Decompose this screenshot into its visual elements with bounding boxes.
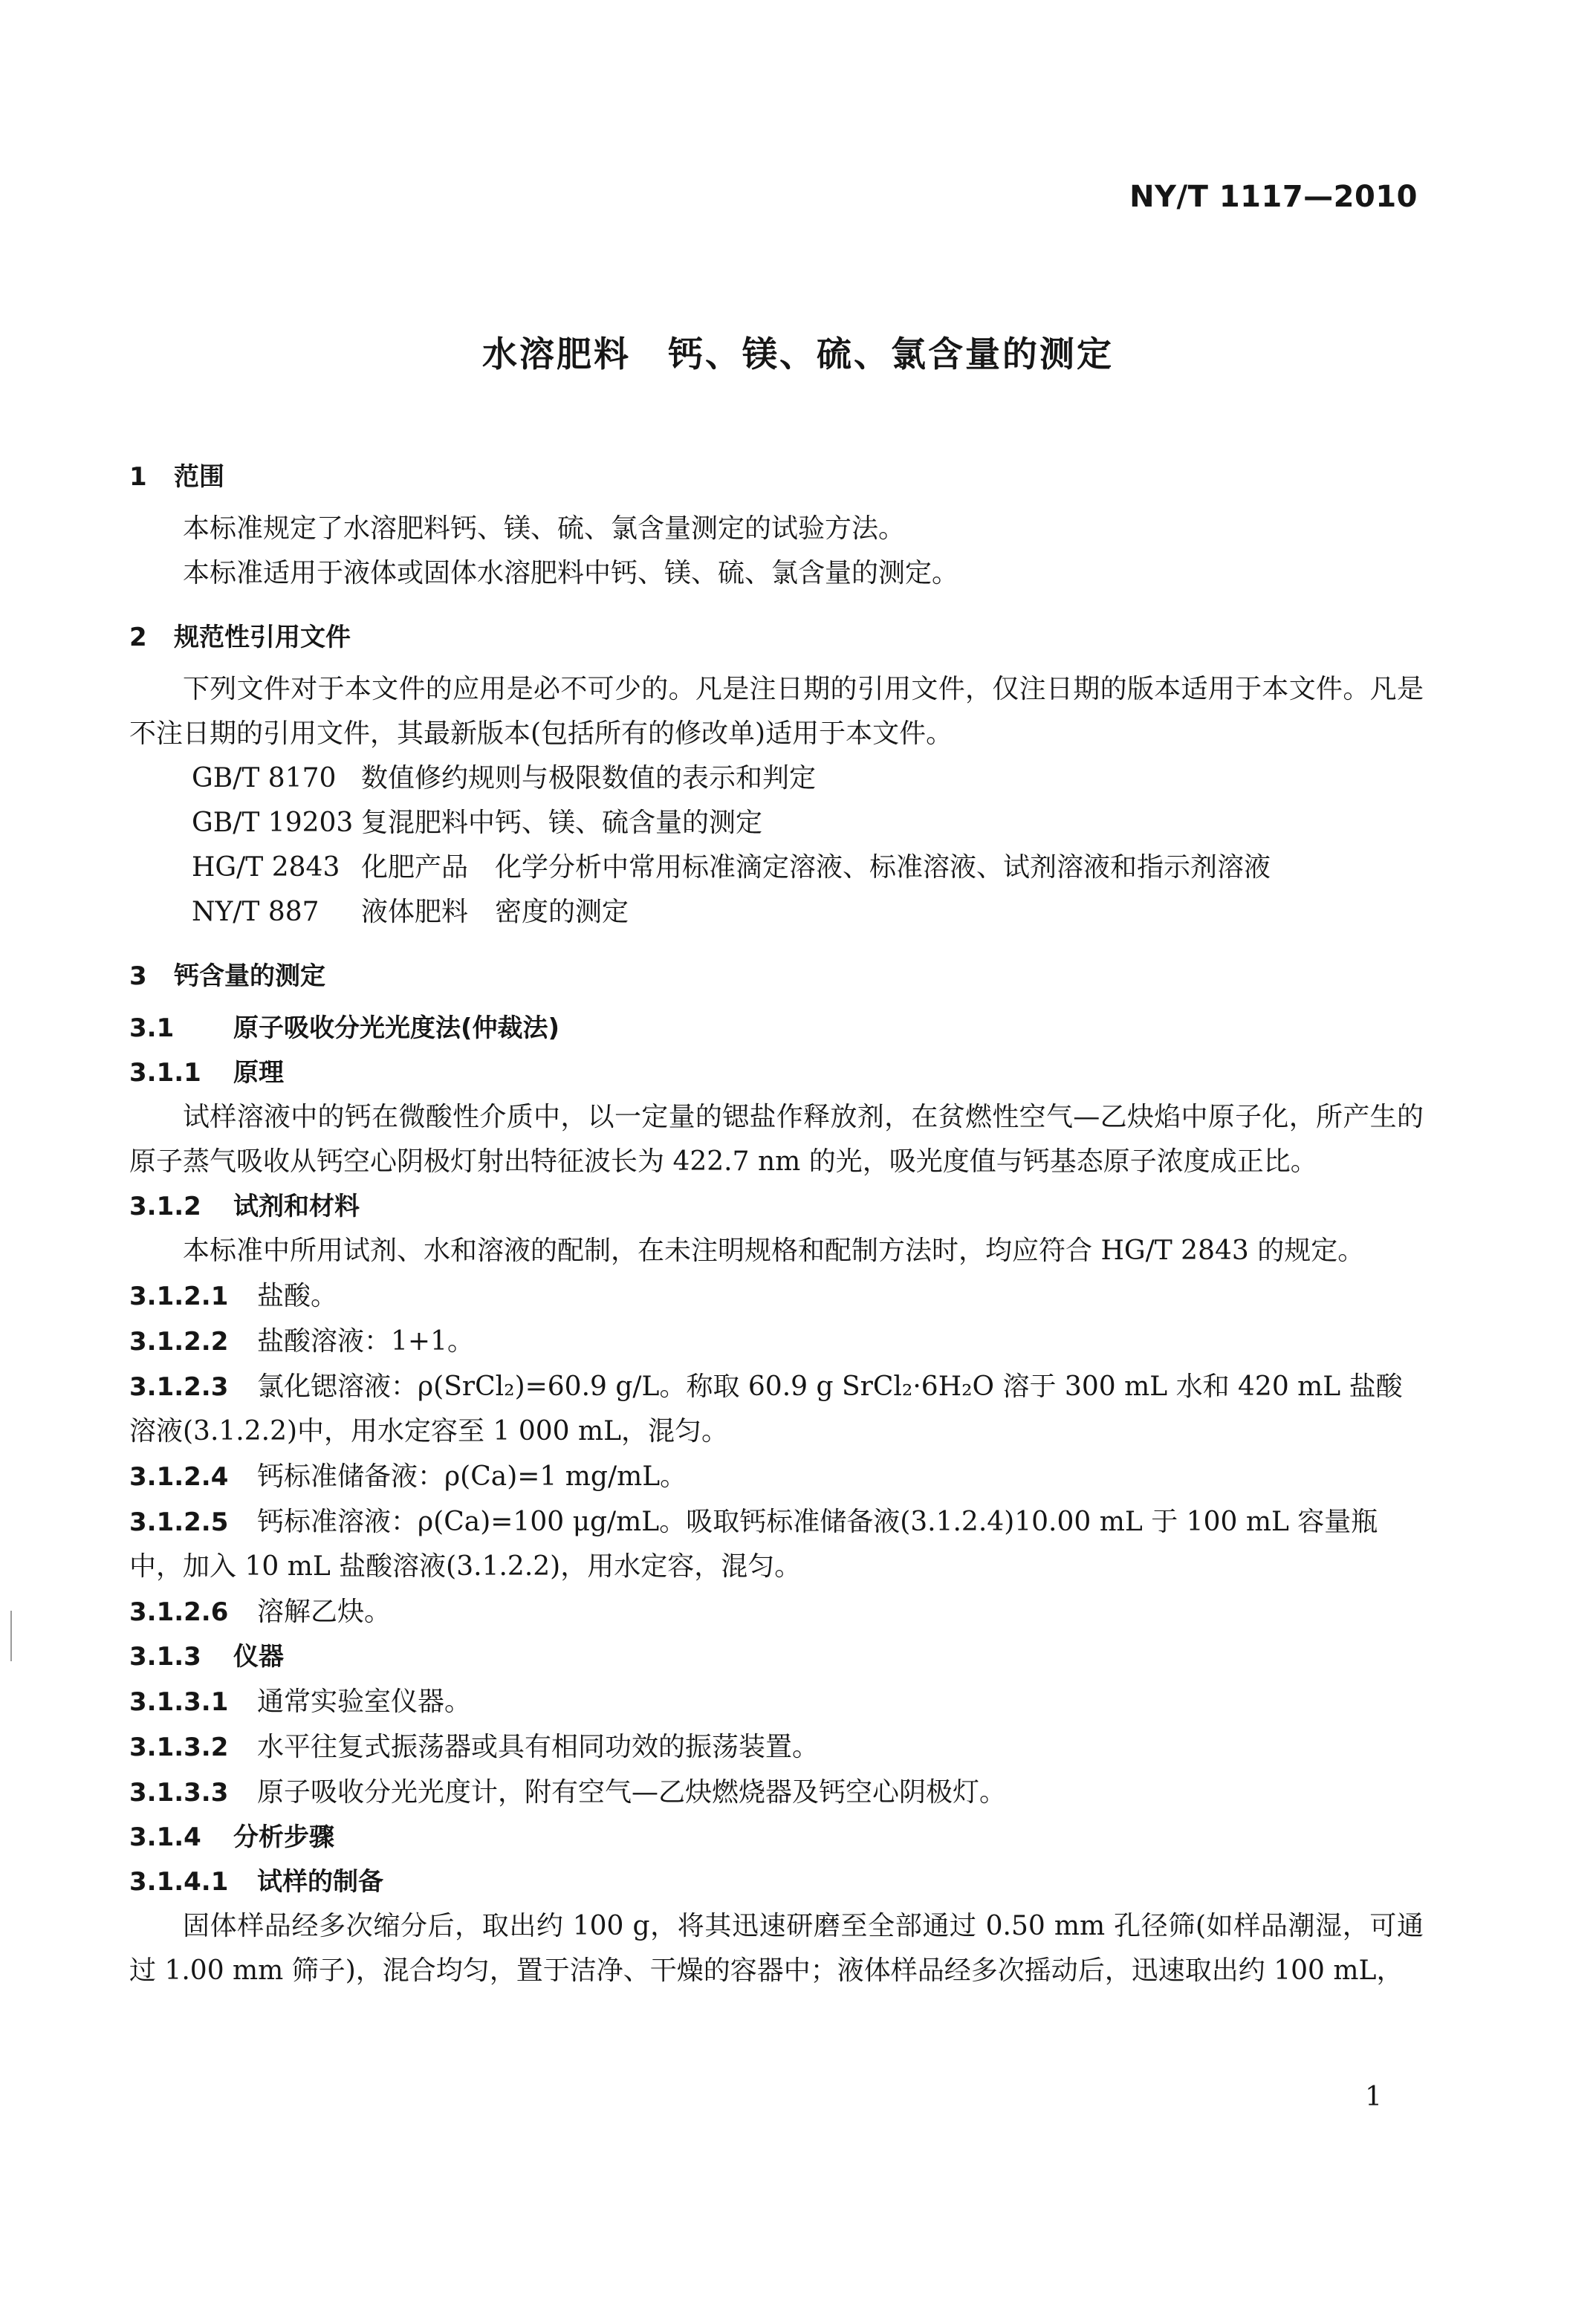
document-body <box>129 455 1424 1993</box>
reagent-item <box>129 1500 1424 1589</box>
subsection-heading <box>129 1184 1424 1229</box>
item-text: 氯化锶溶液：ρ(SrCl₂)=60.9 g/L。称取 60.9 g SrCl₂·6H₂O 溶于 300 mL 水和 420 mL 盐酸溶液(3.1.2.2)中，用水定容至 1 000 mL，混匀。 <box>129 1371 1403 1447</box>
reference-title: 化肥产品 化学分析中常用标准滴定溶液、标准溶液、试剂溶液和指示剂溶液 <box>361 852 1271 883</box>
reference-code: GB/T 19203 <box>192 808 354 838</box>
paragraph: 试样溶液中的钙在微酸性介质中，以一定量的锶盐作释放剂，在贫燃性空气—乙炔焰中原子化，所产生的原子蒸气吸收从钙空心阴极灯射出特征波长为 422.7 nm 的光，吸光度值与钙基态原子浓度成正比。 <box>129 1102 1424 1177</box>
section-number: 3.1.4 <box>129 1822 201 1852</box>
item-number: 3.1.2.2 <box>129 1327 229 1357</box>
section-number: 3.1.2 <box>129 1192 201 1221</box>
section-title: 仪器 <box>233 1642 284 1672</box>
reagent-item <box>129 1590 1424 1634</box>
item-text: 通常实验室仪器。 <box>257 1686 472 1717</box>
reagent-item <box>129 1365 1424 1454</box>
reference-item <box>129 801 1424 845</box>
subsection-heading <box>129 1815 1424 1860</box>
reference-code: NY/T 887 <box>192 897 319 927</box>
item-number: 3.1.3.1 <box>129 1687 229 1717</box>
item-number: 3.1.2.4 <box>129 1462 229 1492</box>
section-number: 3.1.3 <box>129 1642 201 1672</box>
paragraph: 固体样品经多次缩分后，取出约 100 g，将其迅速研磨至全部通过 0.50 mm 孔径筛(如样品潮湿，可通过 1.00 mm 筛子)，混合均匀，置于洁净、干燥的容器中；液体样品经多次摇动后，迅速取出约 100 mL， <box>129 1911 1424 1986</box>
section-title: 原理 <box>233 1058 284 1088</box>
paragraph: 本标准适用于液体或固体水溶肥料中钙、镁、硫、氯含量的测定。 <box>183 558 959 588</box>
instrument-item <box>129 1680 1424 1724</box>
subsection-heading <box>129 1860 1424 1904</box>
item-number: 3.1.2.3 <box>129 1372 229 1402</box>
subsection-heading <box>129 1051 1424 1095</box>
reference-item <box>129 756 1424 801</box>
item-number: 3.1.3.2 <box>129 1733 229 1762</box>
item-number: 3.1.2.6 <box>129 1597 229 1627</box>
instrument-item <box>129 1725 1424 1770</box>
reference-title: 液体肥料 密度的测定 <box>361 897 629 927</box>
reagent-item <box>129 1455 1424 1499</box>
section-title: 规范性引用文件 <box>174 623 351 652</box>
paragraph: 下列文件对于本文件的应用是必不可少的。凡是注日期的引用文件，仅注日期的版本适用于本文件。凡是不注日期的引用文件，其最新版本(包括所有的修改单)适用于本文件。 <box>129 674 1424 749</box>
item-text: 盐酸溶液：1+1。 <box>257 1326 474 1357</box>
item-number: 3.1.3.3 <box>129 1778 229 1808</box>
document-title: 水溶肥料 钙、镁、硫、氯含量的测定 <box>482 334 1114 375</box>
subsection-heading <box>129 1634 1424 1679</box>
reference-code: HG/T 2843 <box>192 852 340 883</box>
reference-code: GB/T 8170 <box>192 763 337 793</box>
paragraph: 本标准规定了水溶肥料钙、镁、硫、氯含量测定的试验方法。 <box>183 513 906 544</box>
subsection-heading <box>129 1006 1424 1051</box>
section-number: 2 <box>129 623 147 652</box>
reference-item <box>129 890 1424 935</box>
section-3-heading <box>129 954 1424 999</box>
reagent-item <box>129 1274 1424 1319</box>
item-number: 3.1.2.1 <box>129 1282 229 1311</box>
item-number: 3.1.2.5 <box>129 1507 229 1537</box>
standard-number: NY/T 1117—2010 <box>1129 180 1418 214</box>
item-text: 钙标准储备液：ρ(Ca)=1 mg/mL。 <box>257 1461 687 1492</box>
section-number: 3.1 <box>129 1013 175 1043</box>
reference-item <box>129 845 1424 890</box>
instrument-item <box>129 1770 1424 1815</box>
section-title: 分析步骤 <box>233 1822 334 1852</box>
item-text: 水平往复式振荡器或具有相同功效的振荡装置。 <box>257 1732 820 1762</box>
section-2-heading <box>129 615 1424 660</box>
reagent-item <box>129 1319 1424 1364</box>
item-text: 盐酸。 <box>257 1281 338 1311</box>
section-number: 3.1.1 <box>129 1058 201 1088</box>
scan-margin-mark <box>10 1611 12 1661</box>
section-number: 3 <box>129 961 147 991</box>
page-number: 1 <box>1365 2082 1382 2112</box>
item-text: 钙标准溶液：ρ(Ca)=100 μg/mL。吸取钙标准储备液(3.1.2.4)10.00 mL 于 100 mL 容量瓶中，加入 10 mL 盐酸溶液(3.1.2.2)，用水定容，混匀。 <box>129 1507 1378 1582</box>
reference-title: 数值修约规则与极限数值的表示和判定 <box>361 763 817 793</box>
section-title: 原子吸收分光光度法(仲裁法) <box>233 1013 560 1043</box>
section-title: 试剂和材料 <box>233 1192 360 1221</box>
section-title: 范围 <box>174 462 224 492</box>
item-text: 原子吸收分光光度计，附有空气—乙炔燃烧器及钙空心阴极灯。 <box>257 1777 1007 1808</box>
item-text: 溶解乙炔。 <box>257 1597 392 1627</box>
section-number: 1 <box>129 462 147 492</box>
section-title: 钙含量的测定 <box>174 961 325 991</box>
section-title: 试样的制备 <box>257 1867 383 1897</box>
section-1-heading <box>129 455 1424 499</box>
paragraph: 本标准中所用试剂、水和溶液的配制，在未注明规格和配制方法时，均应符合 HG/T 2843 的规定。 <box>183 1236 1365 1266</box>
reference-title: 复混肥料中钙、镁、硫含量的测定 <box>361 808 763 838</box>
section-number: 3.1.4.1 <box>129 1867 229 1897</box>
